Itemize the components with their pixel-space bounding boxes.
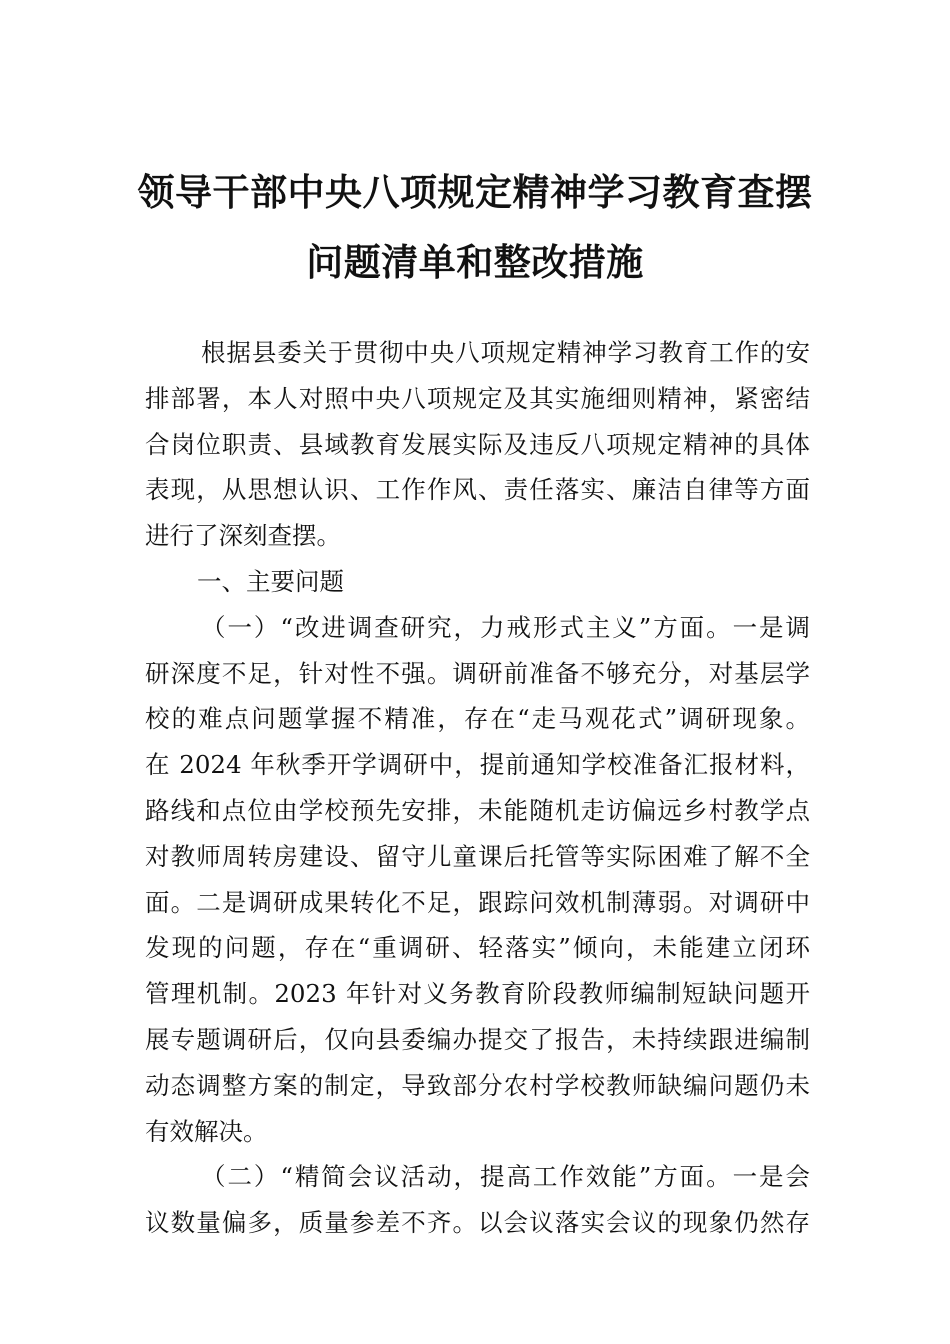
item1-line: 展专题调研后，仅向县委编办提交了报告，未持续跟进编制 <box>145 1024 810 1054</box>
item1-line: 管理机制。2023 年针对义务教育阶段教师编制短缺问题开 <box>145 979 810 1009</box>
item2-line: 议数量偏多，质量参差不齐。以会议落实会议的现象仍然存 <box>145 1208 810 1238</box>
item1-line: 发现的问题，存在“重调研、轻落实”倾向，未能建立闭环 <box>145 933 810 963</box>
item1-line: 对教师周转房建设、留守儿童课后托管等实际困难了解不全 <box>145 841 810 871</box>
section-heading: 一、主要问题 <box>197 566 344 596</box>
document-title-line-1: 领导干部中央八项规定精神学习教育查摆 <box>137 171 813 214</box>
item1-line: 路线和点位由学校预先安排，未能随机走访偏远乡村教学点 <box>145 795 810 825</box>
item1-line: 有效解决。 <box>145 1116 268 1146</box>
intro-line: 进行了深刻查摆。 <box>145 521 341 551</box>
item1-line: 面。二是调研成果转化不足，跟踪问效机制薄弱。对调研中 <box>145 887 810 917</box>
intro-line: 根据县委关于贯彻中央八项规定精神学习教育工作的安 <box>201 338 810 367</box>
item1-line: 研深度不足，针对性不强。调研前准备不够充分，对基层学 <box>145 658 810 688</box>
item1-line: 在 2024 年秋季开学调研中，提前通知学校准备汇报材料， <box>145 750 810 780</box>
document-body <box>145 330 810 1246</box>
intro-line: 合岗位职责、县域教育发展实际及违反八项规定精神的具体 <box>145 429 810 459</box>
intro-line: 表现，从思想认识、工作作风、责任落实、廉洁自律等方面 <box>145 475 810 505</box>
item2-line: （二）“精简会议活动，提高工作效能”方面。一是会 <box>201 1162 810 1192</box>
item1-line: 校的难点问题掌握不精准，存在“走马观花式”调研现象。 <box>145 704 810 734</box>
item1-line: 动态调整方案的制定，导致部分农村学校教师缺编问题仍未 <box>145 1070 810 1100</box>
intro-line: 排部署，本人对照中央八项规定及其实施细则精神，紧密结 <box>145 383 810 413</box>
document-title-line-2: 问题清单和整改措施 <box>306 241 644 284</box>
item1-line: （一）“改进调查研究，力戒形式主义”方面。一是调 <box>201 612 810 642</box>
